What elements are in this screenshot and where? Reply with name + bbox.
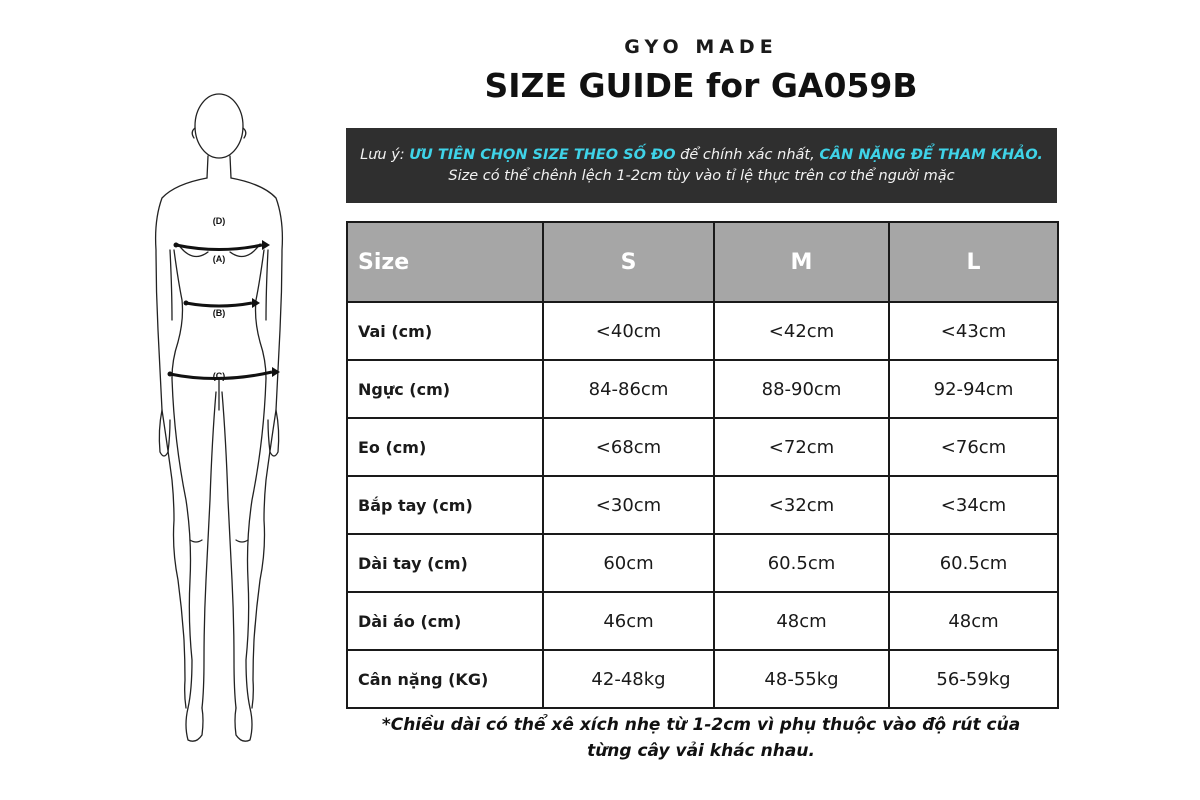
table-cell: <32cm (714, 476, 889, 534)
table-row (347, 650, 1058, 708)
measure-label-c: (C) (212, 371, 226, 381)
table-cell: <43cm (889, 302, 1058, 360)
note-banner (346, 128, 1057, 203)
measure-label-b: (B) (212, 308, 226, 318)
table-cell: 84-86cm (543, 360, 714, 418)
table-row (347, 592, 1058, 650)
header-size-m: M (714, 222, 889, 302)
measure-label-d: (D) (212, 216, 226, 226)
table-row (347, 534, 1058, 592)
row-label: Eo (cm) (347, 418, 543, 476)
body-measurement-figure (130, 80, 310, 770)
table-cell: <30cm (543, 476, 714, 534)
row-label: Cân nặng (KG) (347, 650, 543, 708)
note-line-2: Size có thể chênh lệch 1-2cm tùy vào tỉ lệ thực trên cơ thể người mặc (448, 168, 955, 184)
table-cell: 56-59kg (889, 650, 1058, 708)
table-cell: 48cm (714, 592, 889, 650)
brand-name: GYO MADE (624, 36, 778, 58)
body-outline-illustration (130, 80, 310, 770)
table-cell: 60cm (543, 534, 714, 592)
table-cell: 46cm (543, 592, 714, 650)
size-table-header-row (347, 222, 1058, 302)
note-highlight-weight: CÂN NẶNG ĐỂ THAM KHẢO. (819, 147, 1043, 163)
table-cell: 60.5cm (889, 534, 1058, 592)
note-line-1 (346, 145, 1057, 166)
table-cell: 48-55kg (714, 650, 889, 708)
size-table (346, 221, 1059, 709)
header-size: Size (347, 222, 543, 302)
table-cell: 60.5cm (714, 534, 889, 592)
table-cell: <72cm (714, 418, 889, 476)
table-row (347, 418, 1058, 476)
note-middle: để chính xác nhất, (675, 147, 820, 163)
footnote (345, 712, 1057, 764)
table-cell: <76cm (889, 418, 1058, 476)
table-row (347, 360, 1058, 418)
row-label: Bắp tay (cm) (347, 476, 543, 534)
table-row (347, 476, 1058, 534)
page-title: SIZE GUIDE for GA059B (484, 66, 918, 105)
row-label: Dài áo (cm) (347, 592, 543, 650)
measure-label-a: (A) (212, 254, 226, 264)
table-cell: <42cm (714, 302, 889, 360)
table-cell: 42-48kg (543, 650, 714, 708)
table-cell: <68cm (543, 418, 714, 476)
row-label: Ngực (cm) (347, 360, 543, 418)
table-row (347, 302, 1058, 360)
table-cell: <40cm (543, 302, 714, 360)
note-prefix: Lưu ý: (360, 147, 410, 163)
table-cell: <34cm (889, 476, 1058, 534)
footnote-line-1: *Chiều dài có thể xê xích nhẹ từ 1-2cm vì phụ thuộc vào độ rút của (381, 715, 1021, 735)
table-cell: 48cm (889, 592, 1058, 650)
header-size-s: S (543, 222, 714, 302)
row-label: Vai (cm) (347, 302, 543, 360)
table-cell: 92-94cm (889, 360, 1058, 418)
footnote-line-2: từng cây vải khác nhau. (587, 741, 815, 761)
table-cell: 88-90cm (714, 360, 889, 418)
header-size-l: L (889, 222, 1058, 302)
row-label: Dài tay (cm) (347, 534, 543, 592)
note-highlight-measure: ƯU TIÊN CHỌN SIZE THEO SỐ ĐO (409, 147, 676, 163)
